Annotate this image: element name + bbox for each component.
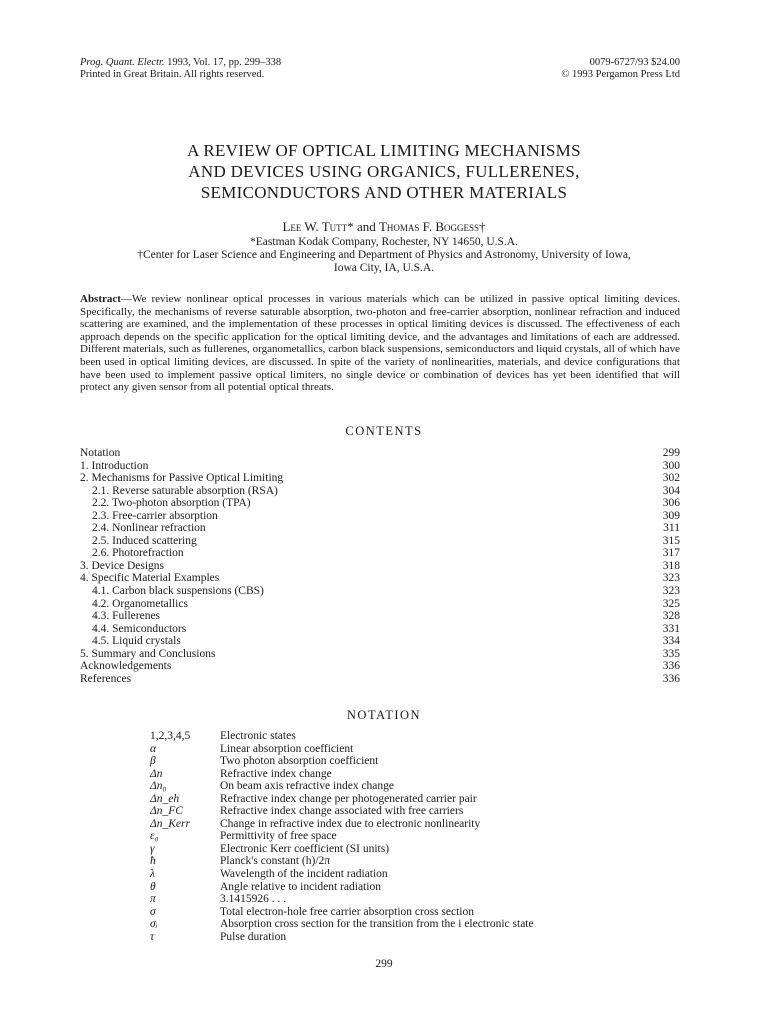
author-line (80, 220, 688, 234)
affiliation-1: *Eastman Kodak Company, Rochester, NY 14650, U.S.A. (250, 236, 518, 248)
copyright-header (561, 57, 680, 81)
notation-entry (150, 868, 620, 881)
issn-code: 0079-6727/93 $24.00 (589, 57, 680, 68)
toc-entry-page: 304 (662, 484, 680, 497)
toc-entry-title: 2.2. Two-photon absorption (TPA) (92, 497, 251, 510)
toc-entry (80, 447, 680, 460)
affiliation-2a: †Center for Laser Science and Engineering and Department of Physics and Astronomy, University of Iowa, (137, 249, 631, 261)
notation-description: Planck's constant (h)/2π (220, 855, 331, 868)
notation-symbol: Δn_Kerr (150, 817, 190, 830)
toc-entry-page: 300 (662, 459, 680, 472)
table-of-contents (80, 447, 680, 685)
notation-entry (150, 843, 620, 856)
notation-symbol: π (150, 893, 156, 906)
notation-heading: NOTATION (346, 708, 422, 722)
toc-entry-page: 334 (662, 635, 680, 648)
notation-description: Linear absorption coefficient (220, 742, 354, 755)
toc-entry-title: 4.3. Fullerenes (92, 610, 161, 623)
toc-entry-title: 4. Specific Material Examples (80, 572, 220, 585)
toc-entry-title: 2.3. Free-carrier absorption (92, 509, 218, 522)
toc-entry-title: 2. Mechanisms for Passive Optical Limiting (80, 472, 284, 485)
notation-entry (150, 906, 620, 919)
notation-description: Change in refractive index due to electronic nonlinearity (220, 817, 481, 830)
toc-entry-page: 317 (662, 547, 680, 560)
notation-symbol: 1,2,3,4,5 (150, 730, 191, 742)
notation-description: Permittivity of free space (220, 830, 337, 843)
notation-symbol: λ (150, 868, 155, 881)
toc-entry-title: 2.6. Photorefraction (92, 547, 184, 560)
notation-description: Refractive index change per photogenerated carrier pair (220, 792, 477, 805)
toc-entry (80, 585, 680, 598)
toc-entry-title: 2.4. Nonlinear refraction (92, 522, 206, 535)
notation-symbol: Δn (150, 767, 163, 780)
affiliation-2b: Iowa City, IA, U.S.A. (333, 262, 435, 274)
toc-entry-page: 325 (662, 597, 680, 610)
toc-entry-title: 4.2. Organometallics (92, 597, 188, 610)
notation-description: Absorption cross section for the transition from the i electronic state (220, 918, 534, 931)
notation-entry (150, 830, 620, 843)
toc-entry (80, 535, 680, 548)
toc-entry-page: 323 (662, 585, 680, 598)
toc-entry-title: 3. Device Designs (80, 559, 164, 572)
notation-entry (150, 931, 620, 944)
toc-entry (80, 522, 680, 535)
toc-entry-page: 318 (662, 559, 680, 572)
notation-description: Pulse duration (220, 930, 287, 943)
notation-description: Total electron-hole free carrier absorption cross section (220, 905, 474, 918)
toc-entry (80, 510, 680, 523)
notation-symbol: Δn_FC (150, 805, 183, 818)
notation-symbol: Δn₀ (150, 780, 167, 793)
notation-description: Refractive index change associated with free carriers (220, 805, 464, 818)
toc-entry-page: 302 (662, 472, 680, 485)
notation-list (150, 730, 620, 943)
toc-entry (80, 485, 680, 498)
notation-entry (150, 805, 620, 818)
toc-entry (80, 460, 680, 473)
notation-symbol: γ (150, 842, 155, 855)
toc-entry-page: 315 (662, 534, 680, 547)
toc-entry-page: 328 (662, 610, 680, 623)
notation-description: Wavelength of the incident radiation (220, 868, 388, 881)
notation-description: Electronic states (220, 730, 296, 742)
notation-description: Two photon absorption coefficient (220, 755, 379, 768)
author-2: Thomas F. Boggess† (378, 219, 486, 234)
toc-entry (80, 497, 680, 510)
toc-entry-page: 331 (662, 622, 680, 635)
toc-entry-title: 2.1. Reverse saturable absorption (RSA) (92, 484, 278, 497)
notation-symbol: β (150, 755, 156, 768)
journal-name: Prog. Quant. Electr. (80, 57, 165, 68)
abstract-text: —We review nonlinear optical processes in various materials which can be utilized in passive optical limiting devices. Specifically, the mechanisms of reverse saturable absorption, two-photon and free-carrier absorption, nonlinear refraction and induced scattering are examined, and the implementation of these processes in optical limiting devices is discussed. The effectiveness of each approach depends on the specific application for the optical limiting device, and the advantages and limitations of each are addressed. Different materials, such as fullerenes, organometallics, carbon black suspensions, semiconductors and liquid crystals, all of which have been used in optical limiting devices, are discussed. In spite of the variety of nonlinearities, materials, and device configurations that have been used to implement passive optical limiters, no single device or combination of devices has yet been identified that will protect any given sensor from all potential optical threats. (80, 293, 680, 394)
toc-entry (80, 635, 680, 648)
title-line-2: AND DEVICES USING ORGANICS, FULLERENES, (188, 162, 580, 181)
toc-entry-page: 306 (662, 497, 680, 510)
notation-entry (150, 730, 620, 743)
toc-entry-title: 4.5. Liquid crystals (92, 635, 181, 648)
notation-symbol: α (150, 742, 157, 755)
notation-entry (150, 793, 620, 806)
page-number: 299 (375, 958, 393, 970)
toc-entry-page: 309 (662, 509, 680, 522)
toc-entry-title: References (80, 672, 132, 685)
copyright-line: © 1993 Pergamon Press Ltd (561, 69, 680, 80)
toc-entry-title: Acknowledgements (80, 660, 172, 673)
notation-symbol: τ (150, 930, 155, 943)
title-line-1: A REVIEW OF OPTICAL LIMITING MECHANISMS (187, 141, 581, 160)
toc-entry (80, 660, 680, 673)
notation-symbol: Δn_eh (150, 792, 180, 805)
toc-entry-title: 1. Introduction (80, 459, 149, 472)
notation-symbol: ħ (150, 855, 156, 868)
notation-symbol: σᵢ (150, 918, 158, 931)
toc-entry (80, 572, 680, 585)
notation-description: On beam axis refractive index change (220, 780, 395, 793)
notation-description: Electronic Kerr coefficient (SI units) (220, 842, 390, 855)
toc-entry-page: 311 (663, 522, 680, 535)
notation-entry (150, 780, 620, 793)
notation-description: 3.1415926 . . . (220, 893, 287, 906)
toc-entry (80, 472, 680, 485)
toc-entry-title: 5. Summary and Conclusions (80, 647, 216, 660)
toc-entry (80, 560, 680, 573)
notation-entry (150, 881, 620, 894)
notation-description: Angle relative to incident radiation (220, 880, 381, 893)
toc-entry (80, 648, 680, 661)
title-line-3: SEMICONDUCTORS AND OTHER MATERIALS (200, 183, 568, 202)
notation-entry (150, 855, 620, 868)
notation-symbol: σ (150, 905, 156, 918)
contents-heading: CONTENTS (345, 424, 423, 438)
toc-entry (80, 610, 680, 623)
toc-entry-page: 323 (662, 572, 680, 585)
abstract (80, 293, 680, 394)
journal-citation: 1993, Vol. 17, pp. 299–338 (164, 57, 282, 68)
author-1: Lee W. Tutt* (282, 219, 354, 234)
notation-entry (150, 893, 620, 906)
toc-entry (80, 673, 680, 686)
notation-description: Refractive index change (220, 767, 332, 780)
notation-entry (150, 743, 620, 756)
toc-entry (80, 598, 680, 611)
printed-note: Printed in Great Britain. All rights reserved. (80, 69, 265, 80)
author-conjunction: and (353, 219, 379, 234)
abstract-label: Abstract (80, 293, 121, 305)
toc-entry-title: Notation (80, 447, 121, 459)
notation-entry (150, 818, 620, 831)
toc-entry-page: 336 (662, 660, 680, 673)
toc-entry-page: 299 (662, 447, 680, 459)
notation-symbol: ε₀ (150, 830, 159, 843)
toc-entry-page: 335 (662, 647, 680, 660)
notation-entry (150, 755, 620, 768)
notation-symbol: θ (150, 880, 156, 893)
toc-entry-title: 2.5. Induced scattering (92, 534, 197, 547)
toc-entry (80, 547, 680, 560)
notation-entry (150, 918, 620, 931)
journal-header (80, 57, 281, 81)
toc-entry-page: 336 (662, 672, 680, 685)
paper-title (80, 140, 688, 203)
toc-entry-title: 4.1. Carbon black suspensions (CBS) (92, 585, 264, 598)
toc-entry-title: 4.4. Semiconductors (92, 622, 187, 635)
toc-entry (80, 623, 680, 636)
notation-entry (150, 768, 620, 781)
